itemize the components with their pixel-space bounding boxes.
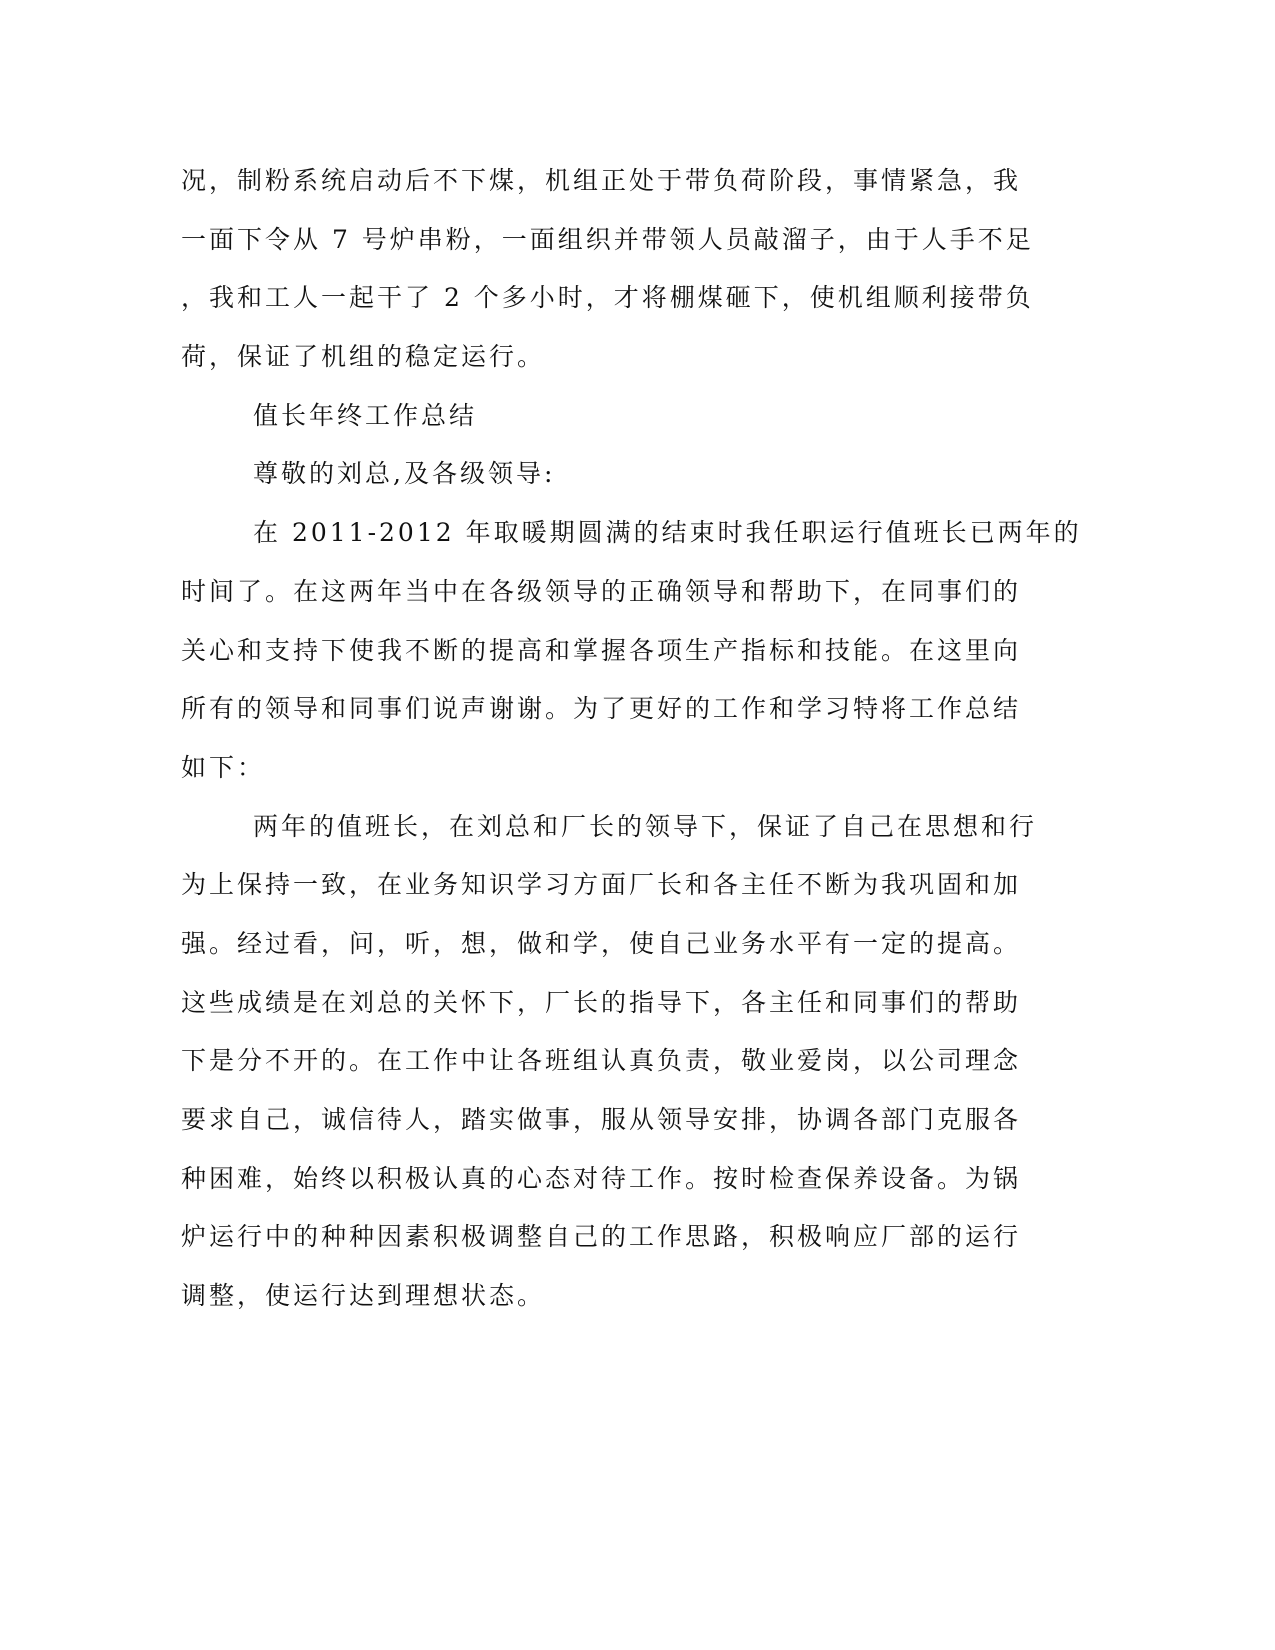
- text-line: 如下：: [181, 752, 266, 782]
- text-line: 要求自己，诚信待人，踏实做事，服从领导安排，协调各部门克服各: [181, 1105, 1022, 1134]
- text-line: 种困难，始终以积极认真的心态对待工作。按时检查保养设备。为锅: [181, 1163, 1022, 1193]
- text-line: 两年的值班长，在刘总和厂长的领导下，保证了自己在思想和行: [253, 811, 1038, 841]
- text-line: 况，制粉系统启动后不下煤，机组正处于带负荷阶段，事情紧急，我: [181, 166, 1022, 195]
- text-line: 在 2011-2012 年取暖期圆满的结束时我任职运行值班长已两年的: [253, 518, 1082, 548]
- salutation: 尊敬的刘总,及各级领导:: [253, 459, 556, 489]
- text-line: 下是分不开的。在工作中让各班组认真负责，敬业爱岗，以公司理念: [181, 1046, 1022, 1076]
- text-line: 荷，保证了机组的稳定运行。: [181, 342, 546, 372]
- text-line: 所有的领导和同事们说声谢谢。为了更好的工作和学习特将工作总结: [181, 694, 1022, 724]
- text-line: 调整，使运行达到理想状态。: [181, 1281, 546, 1311]
- section-title: 值长年终工作总结: [253, 400, 478, 430]
- text-line: 一面下令从 7 号炉串粉，一面组织并带领人员敲溜子，由于人手不足: [181, 224, 1034, 254]
- text-line: 炉运行中的种种因素积极调整自己的工作思路，积极响应厂部的运行: [181, 1222, 1022, 1252]
- body-text: [181, 152, 1082, 1326]
- text-line: 强。经过看，问，听，想，做和学，使自己业务水平有一定的提高。: [181, 928, 1022, 958]
- text-line: 这些成绩是在刘总的关怀下，厂长的指导下，各主任和同事们的帮助: [181, 987, 1022, 1017]
- text-line: 为上保持一致，在业务知识学习方面厂长和各主任不断为我巩固和加: [181, 870, 1022, 900]
- text-line: 时间了。在这两年当中在各级领导的正确领导和帮助下，在同事们的: [181, 576, 1022, 606]
- text-line: 关心和支持下使我不断的提高和掌握各项生产指标和技能。在这里向: [181, 635, 1022, 665]
- text-line: ，我和工人一起干了 2 个多小时，才将棚煤砸下，使机组顺利接带负: [181, 283, 1034, 313]
